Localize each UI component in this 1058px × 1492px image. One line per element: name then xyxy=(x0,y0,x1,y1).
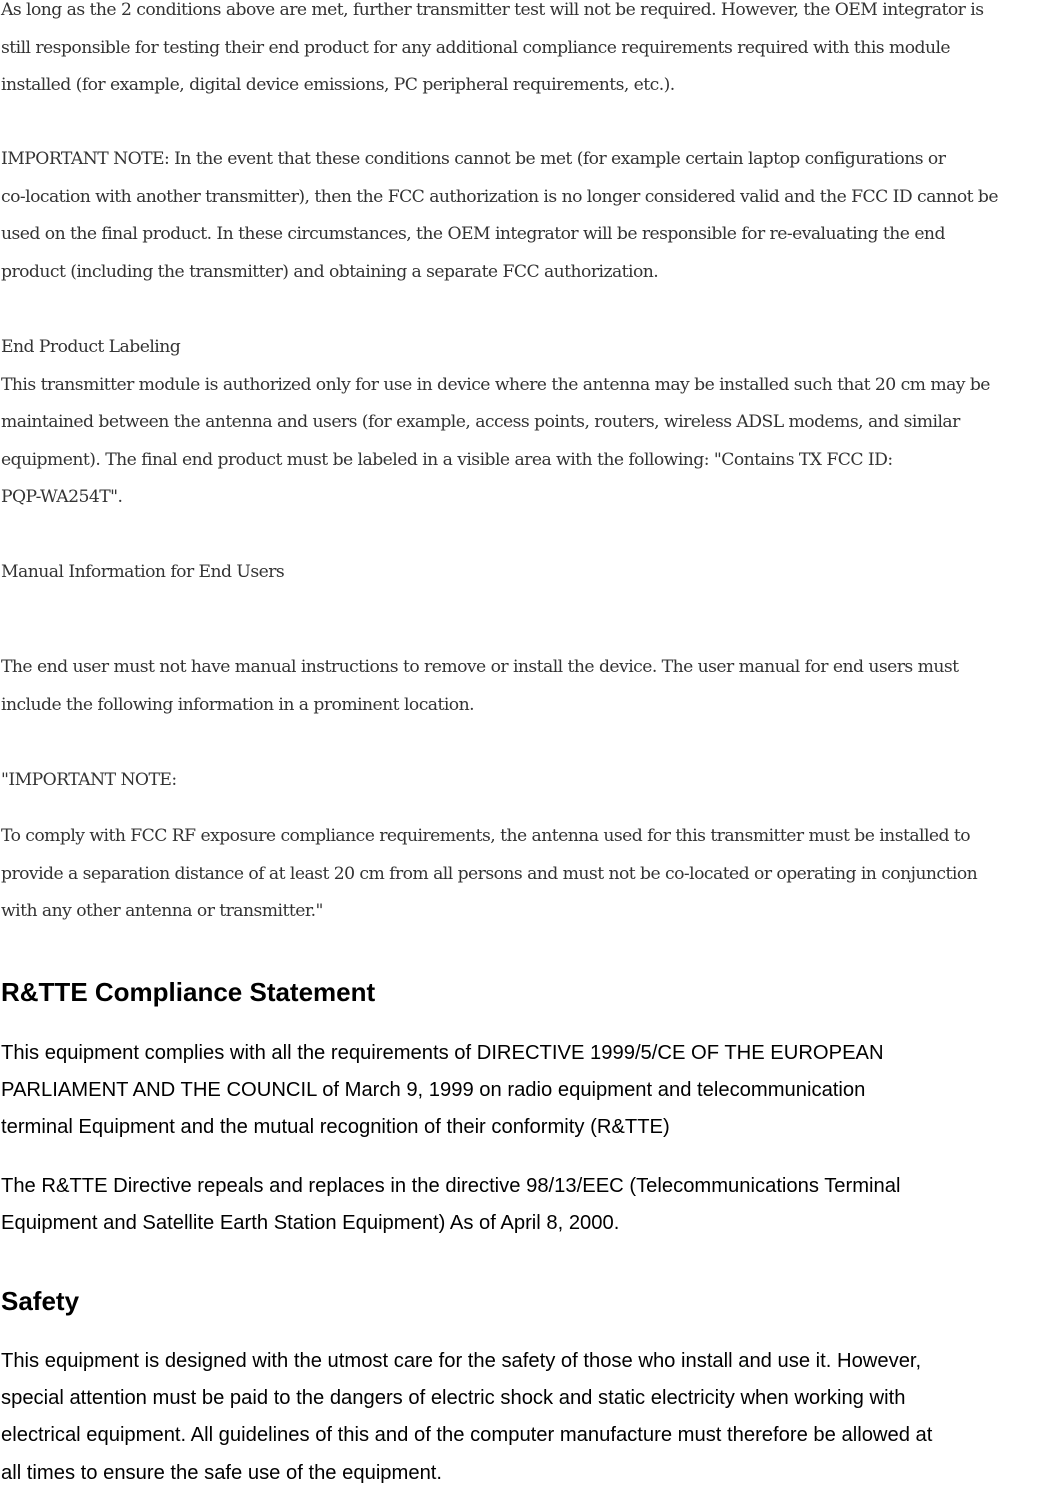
text-line: still responsible for testing their end product for any additional compliance requirements required with this module xyxy=(1,37,951,58)
labeling-section xyxy=(1,329,1058,517)
important-title: "IMPORTANT NOTE: xyxy=(1,770,177,790)
text-line: IMPORTANT NOTE: In the event that these conditions cannot be met (for example certain laptop configurations or xyxy=(1,149,946,169)
text-line: The R&TTE Directive repeals and replaces in the directive 98/13/EEC (Telecommunications Terminal xyxy=(1,1175,901,1197)
safety-paragraph xyxy=(1,1343,1058,1492)
important-note-paragraph xyxy=(1,818,1058,931)
text-line: Equipment and Satellite Earth Station Equipment) As of April 8, 2000. xyxy=(1,1212,620,1235)
text-line: This equipment is designed with the utmost care for the safety of those who install and use it. However, xyxy=(1,1350,922,1372)
rtte-paragraph-2 xyxy=(1,1168,1058,1242)
important-note-title xyxy=(1,762,1058,800)
text-line: To comply with FCC RF exposure compliance requirements, the antenna used for this transmitter must be installed to xyxy=(1,826,971,846)
text-line: include the following information in a prominent location. xyxy=(1,694,475,715)
text-line: used on the final product. In these circumstances, the OEM integrator will be responsible for re-evaluating the end xyxy=(1,224,945,245)
fcc-important-paragraph xyxy=(1,141,1058,291)
text-line: installed (for example, digital device emissions, PC peripheral requirements, etc.). xyxy=(1,75,675,96)
text-line: maintained between the antenna and users (for example, access points, routers, wireless ADSL modems, and similar xyxy=(1,412,960,433)
text-line: This equipment complies with all the requirements of DIRECTIVE 1999/5/CE OF THE EUROPEAN xyxy=(1,1042,884,1064)
text-line: The end user must not have manual instructions to remove or install the device. The user manual for end users must xyxy=(1,657,959,677)
text-line: all times to ensure the safe use of the equipment. xyxy=(1,1461,443,1484)
text-line: electrical equipment. All guidelines of this and of the computer manufacture must therefore be allowed at xyxy=(1,1424,933,1447)
rtte-heading: R&TTE Compliance Statement xyxy=(1,977,376,1007)
text-line: provide a separation distance of at least 20 cm from all persons and must not be co-located or operating in conjunction xyxy=(1,863,978,884)
text-line: with any other antenna or transmitter." xyxy=(1,901,323,922)
manual-title: Manual Information for End Users xyxy=(1,562,285,582)
manual-info-paragraph xyxy=(1,649,1058,724)
fcc-paragraph-1 xyxy=(1,0,1058,105)
text-line: terminal Equipment and the mutual recognition of their conformity (R&TTE) xyxy=(1,1116,670,1139)
text-line: equipment). The final end product must be labeled in a visible area with the following: "Contains TX FCC ID: xyxy=(1,449,893,470)
text-line: As long as the 2 conditions above are met, further transmitter test will not be required. However, the OEM integrator is xyxy=(1,0,984,20)
text-line: product (including the transmitter) and obtaining a separate FCC authorization. xyxy=(1,261,659,282)
text-line: special attention must be paid to the dangers of electric shock and static electricity when working with xyxy=(1,1387,906,1410)
text-line: PARLIAMENT AND THE COUNCIL of March 9, 1999 on radio equipment and telecommunication xyxy=(1,1079,866,1102)
rtte-paragraph-1 xyxy=(1,1035,1058,1147)
text-line: This transmitter module is authorized only for use in device where the antenna may be installed such that 20 cm may be xyxy=(1,374,990,395)
labeling-title: End Product Labeling xyxy=(1,337,181,357)
text-line: co-location with another transmitter), then the FCC authorization is no longer considered valid and the FCC ID cannot be xyxy=(1,186,998,207)
safety-heading: Safety xyxy=(1,1286,80,1316)
text-line: PQP-WA254T". xyxy=(1,487,123,508)
manual-info-title xyxy=(1,554,1058,592)
